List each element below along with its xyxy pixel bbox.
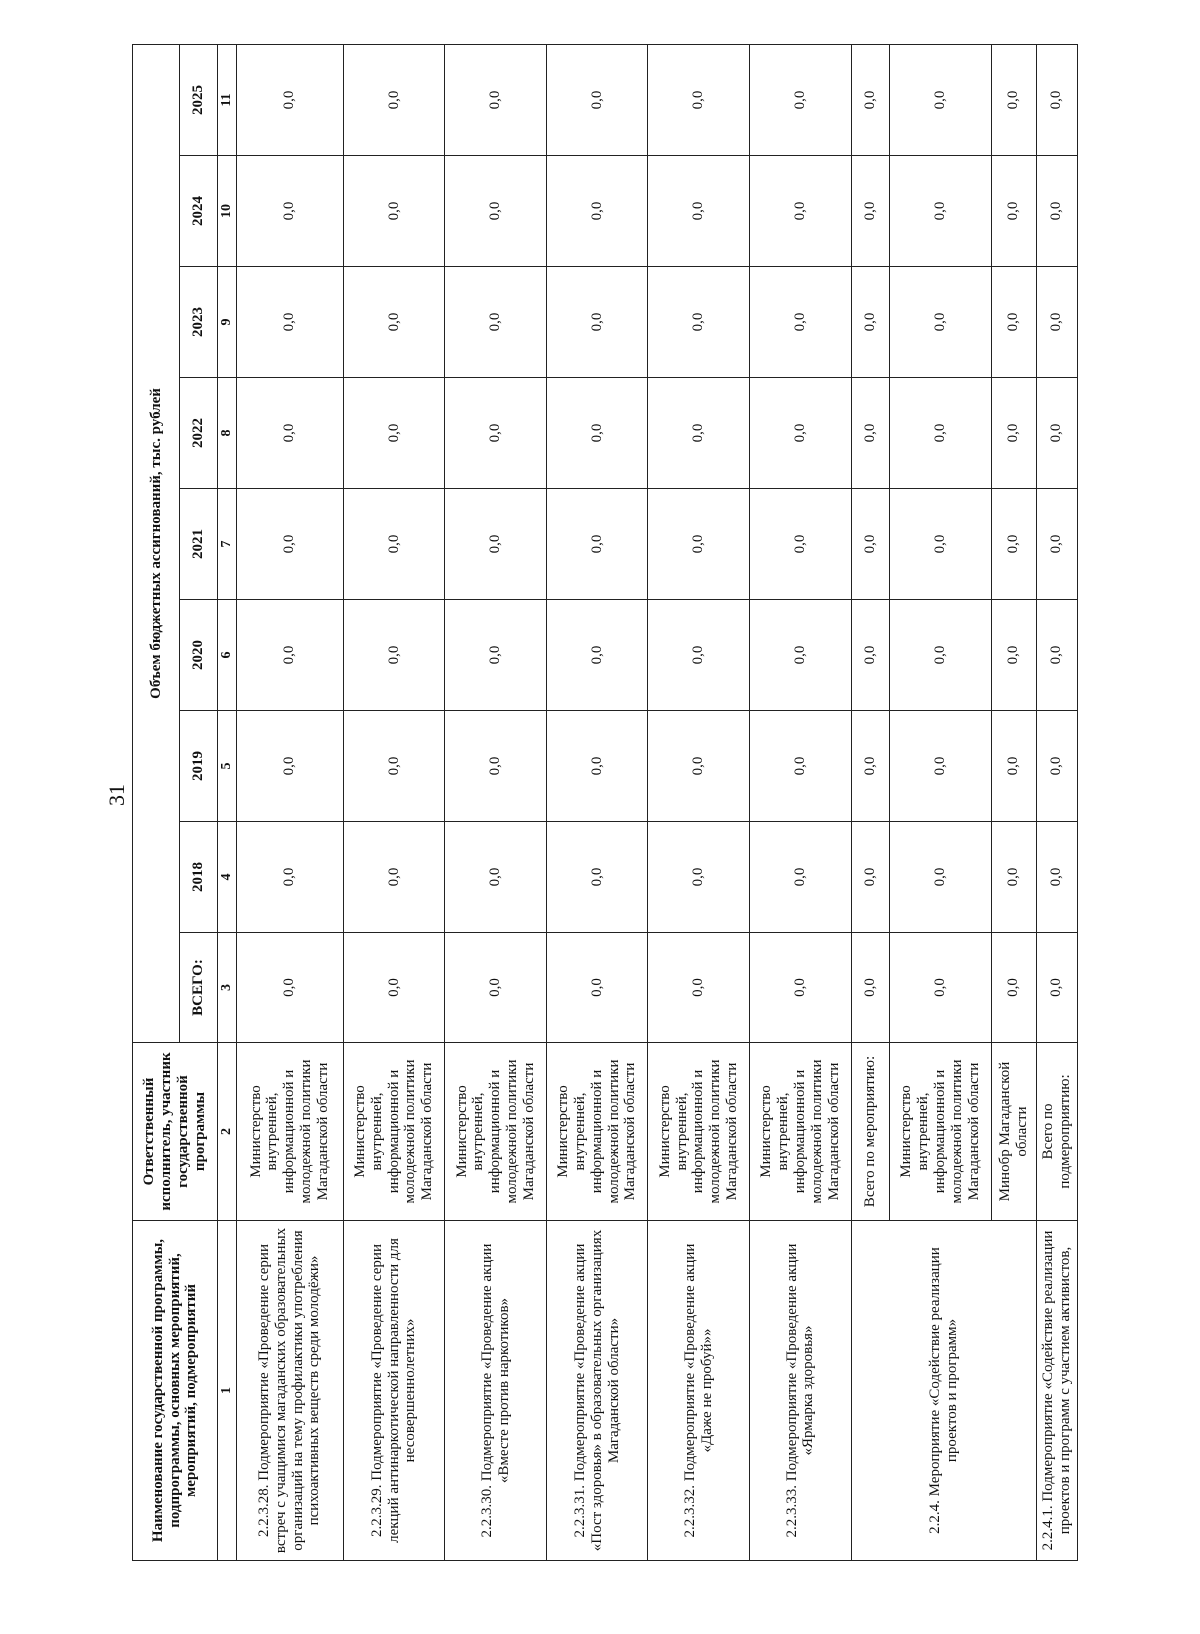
value-cell: 0,0 [851,156,890,267]
value-cell: 0,0 [851,378,890,489]
value-cell: 0,0 [648,267,750,378]
value-cell: 0,0 [750,489,852,600]
value-cell: 0,0 [991,44,1036,155]
value-cell: 0,0 [343,933,445,1043]
value-cell: 0,0 [648,600,750,711]
value-cell: 0,0 [343,822,445,933]
value-cell: 0,0 [546,267,648,378]
executor-cell: Министерство внутренней, информационной и молодежной политики Магаданской области [236,1043,343,1221]
value-cell: 0,0 [648,822,750,933]
value-cell: 0,0 [236,489,343,600]
table-row [445,44,547,1560]
value-cell: 0,0 [546,711,648,822]
value-cell: 0,0 [648,933,750,1043]
value-cell: 0,0 [991,600,1036,711]
value-cell: 0,0 [851,822,890,933]
value-cell: 0,0 [991,489,1036,600]
value-cell: 0,0 [750,600,852,711]
value-cell: 0,0 [991,822,1036,933]
value-cell: 0,0 [1036,267,1077,378]
value-cell: 0,0 [750,156,852,267]
column-number: 9 [218,267,237,378]
table-body [236,44,1077,1560]
value-cell: 0,0 [236,822,343,933]
executor-cell: Министерство внутренней, информационной и молодежной политики Магаданской области [445,1043,547,1221]
value-cell: 0,0 [445,600,547,711]
rotated-table-container [132,45,1078,1561]
value-cell: 0,0 [546,822,648,933]
value-cell: 0,0 [750,822,852,933]
header-year: 2024 [180,156,218,267]
page-number: 31 [104,784,129,806]
value-cell: 0,0 [851,711,890,822]
value-cell: 0,0 [750,933,852,1043]
value-cell: 0,0 [991,267,1036,378]
value-cell: 0,0 [343,711,445,822]
value-cell: 0,0 [890,933,992,1043]
value-cell: 0,0 [851,489,890,600]
value-cell: 0,0 [445,267,547,378]
table-row [648,44,750,1560]
activity-name: 2.2.4.1. Подмероприятие «Содействие реализации проектов и программ с участием активистов, [1036,1221,1077,1561]
column-number: 6 [218,600,237,711]
value-cell: 0,0 [991,378,1036,489]
activity-name: 2.2.3.29. Подмероприятие «Проведение серии лекций антинаркотической направленности для несовершеннолетних» [343,1221,445,1561]
value-cell: 0,0 [1036,378,1077,489]
value-cell: 0,0 [890,378,992,489]
header-name-column: Наименование государственной программы, подпрограммы, основных мероприятий, мероприятий, подмероприятий [133,1221,218,1561]
value-cell: 0,0 [648,44,750,155]
value-cell: 0,0 [1036,600,1077,711]
value-cell: 0,0 [648,378,750,489]
value-cell: 0,0 [991,933,1036,1043]
executor-cell: Министерство внутренней, информационной и молодежной политики Магаданской области [343,1043,445,1221]
header-year: 2022 [180,378,218,489]
activity-name: 2.2.3.28. Подмероприятие «Проведение серии встреч с учащимися магаданских образовательных организаций на тему профилактики употребления психоактивных веществ среди молодёжи» [236,1221,343,1561]
value-cell: 0,0 [236,44,343,155]
activity-name: 2.2.3.31. Подмероприятие «Проведение акции «Пост здоровья» в образовательных организациях Магаданской области» [546,1221,648,1561]
header-year: 2025 [180,44,218,155]
value-cell: 0,0 [1036,933,1077,1043]
budget-table [132,44,1078,1561]
column-number: 2 [218,1043,237,1221]
executor-cell: Министерство внутренней, информационной и молодежной политики Магаданской области [750,1043,852,1221]
activity-name: 2.2.3.32. Подмероприятие «Проведение акции «Даже не пробуй»» [648,1221,750,1561]
executor-cell: Всего по подмероприятию: [1036,1043,1077,1221]
column-number: 5 [218,711,237,822]
executor-cell: Министерство внутренней, информационной и молодежной политики Магаданской области [890,1043,992,1221]
header-total: ВСЕГО: [180,933,218,1043]
value-cell: 0,0 [1036,44,1077,155]
value-cell: 0,0 [851,44,890,155]
value-cell: 0,0 [991,711,1036,822]
executor-cell: Минобр Магаданской области [991,1043,1036,1221]
value-cell: 0,0 [343,600,445,711]
value-cell: 0,0 [750,44,852,155]
value-cell: 0,0 [890,156,992,267]
value-cell: 0,0 [343,156,445,267]
value-cell: 0,0 [890,822,992,933]
value-cell: 0,0 [890,44,992,155]
header-year: 2021 [180,489,218,600]
value-cell: 0,0 [890,267,992,378]
header-year: 2023 [180,267,218,378]
value-cell: 0,0 [648,711,750,822]
value-cell: 0,0 [445,44,547,155]
value-cell: 0,0 [1036,489,1077,600]
column-numbers-row [218,44,237,1560]
column-number: 4 [218,822,237,933]
column-number: 10 [218,156,237,267]
measure-name: 2.2.4. Мероприятие «Содействие реализации проектов и программ» [851,1221,1036,1561]
value-cell: 0,0 [750,267,852,378]
table-row [750,44,852,1560]
value-cell: 0,0 [236,378,343,489]
table-row [546,44,648,1560]
value-cell: 0,0 [343,489,445,600]
column-number: 7 [218,489,237,600]
value-cell: 0,0 [991,156,1036,267]
value-cell: 0,0 [546,600,648,711]
value-cell: 0,0 [890,489,992,600]
value-cell: 0,0 [546,44,648,155]
header-row-group [133,44,180,1560]
executor-cell: Всего по мероприятию: [851,1043,890,1221]
table-row [236,44,343,1560]
header-budget-group: Объем бюджетных ассигнований, тыс. рублей [133,44,180,1042]
value-cell: 0,0 [546,489,648,600]
value-cell: 0,0 [445,822,547,933]
column-number: 1 [218,1221,237,1561]
value-cell: 0,0 [343,267,445,378]
value-cell: 0,0 [851,933,890,1043]
value-cell: 0,0 [750,711,852,822]
table-row [343,44,445,1560]
executor-cell: Министерство внутренней, информационной и молодежной политики Магаданской области [648,1043,750,1221]
value-cell: 0,0 [890,711,992,822]
value-cell: 0,0 [648,156,750,267]
header-executor-column: Ответственный исполнитель, участник государственной программы [133,1043,218,1221]
value-cell: 0,0 [343,44,445,155]
table-row [851,44,890,1560]
value-cell: 0,0 [1036,156,1077,267]
value-cell: 0,0 [648,489,750,600]
value-cell: 0,0 [750,378,852,489]
column-number: 8 [218,378,237,489]
header-year: 2020 [180,600,218,711]
executor-cell: Министерство внутренней, информационной и молодежной политики Магаданской области [546,1043,648,1221]
header-year: 2019 [180,711,218,822]
value-cell: 0,0 [890,600,992,711]
value-cell: 0,0 [445,156,547,267]
activity-name: 2.2.3.30. Подмероприятие «Проведение акции «Вместе против наркотиков» [445,1221,547,1561]
value-cell: 0,0 [236,711,343,822]
value-cell: 0,0 [546,933,648,1043]
value-cell: 0,0 [851,600,890,711]
value-cell: 0,0 [851,267,890,378]
value-cell: 0,0 [445,489,547,600]
value-cell: 0,0 [236,267,343,378]
value-cell: 0,0 [236,933,343,1043]
value-cell: 0,0 [236,156,343,267]
value-cell: 0,0 [236,600,343,711]
header-year: 2018 [180,822,218,933]
value-cell: 0,0 [445,711,547,822]
table-row [1036,44,1077,1560]
value-cell: 0,0 [343,378,445,489]
value-cell: 0,0 [546,378,648,489]
value-cell: 0,0 [1036,822,1077,933]
value-cell: 0,0 [445,933,547,1043]
activity-name: 2.2.3.33. Подмероприятие «Проведение акции «Ярмарка здоровья» [750,1221,852,1561]
column-number: 11 [218,44,237,155]
value-cell: 0,0 [546,156,648,267]
value-cell: 0,0 [1036,711,1077,822]
value-cell: 0,0 [445,378,547,489]
column-number: 3 [218,933,237,1043]
